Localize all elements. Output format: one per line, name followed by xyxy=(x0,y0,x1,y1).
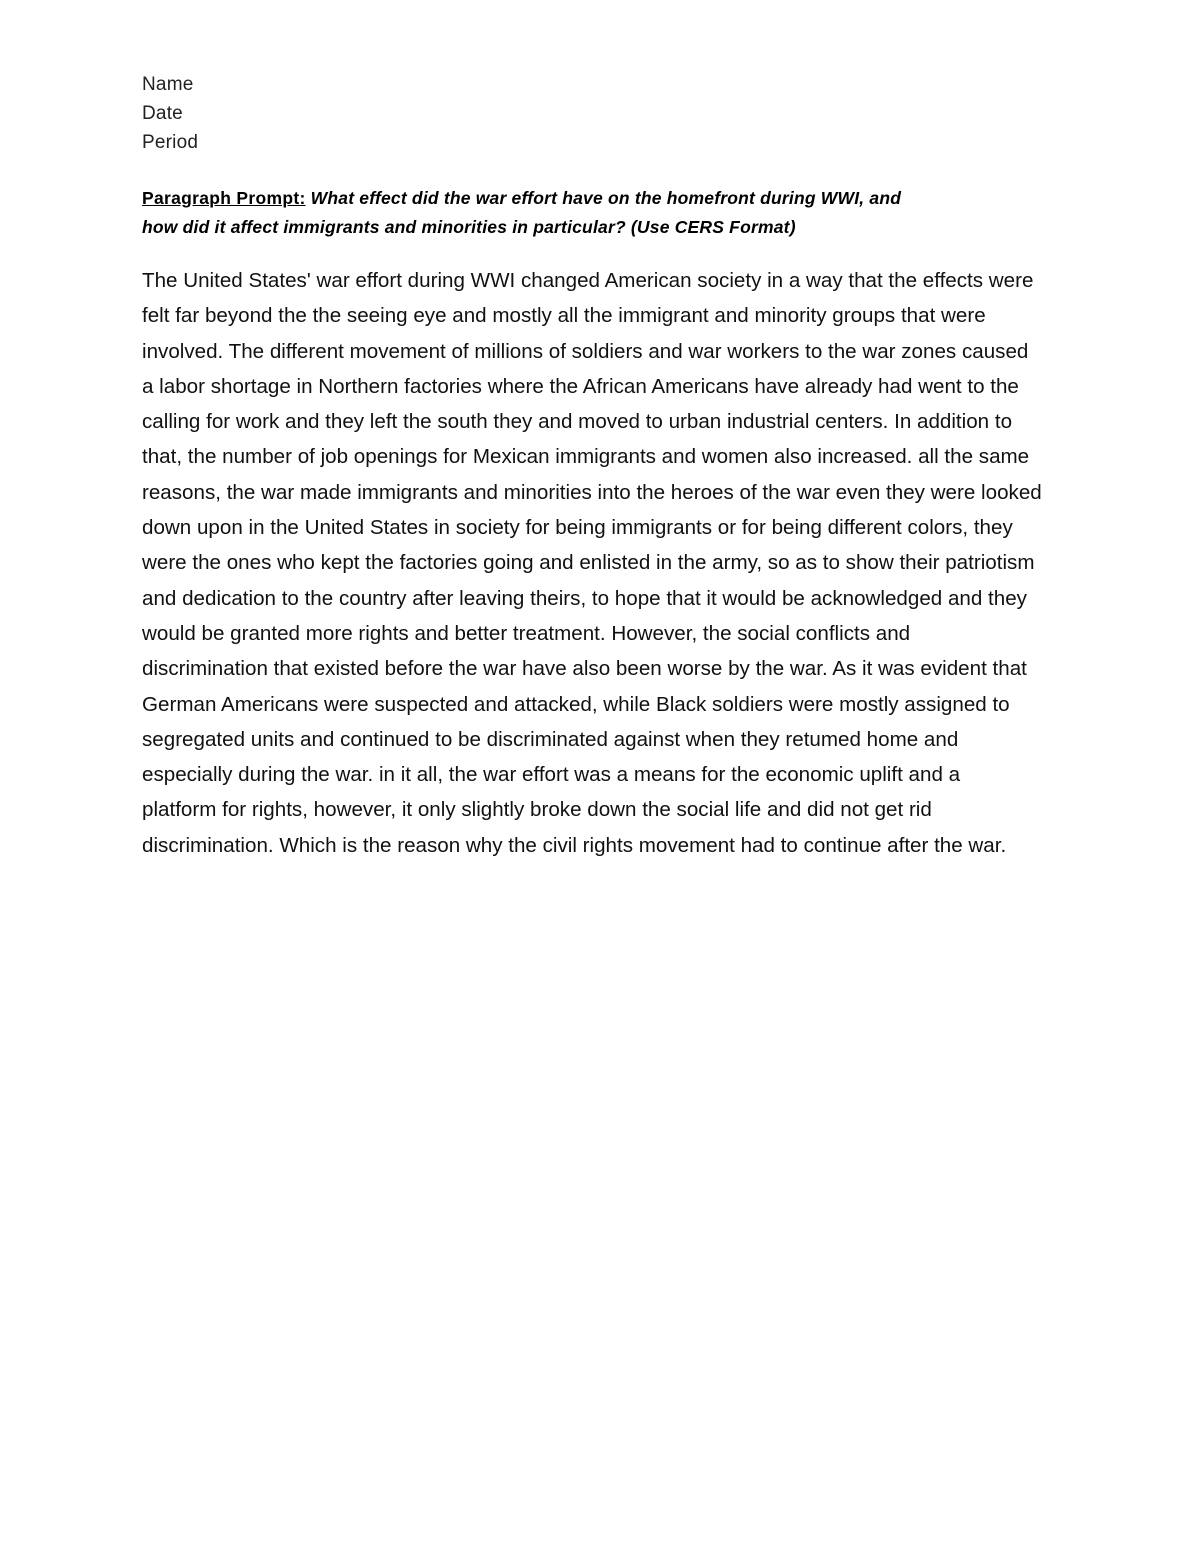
name-label: Name xyxy=(142,74,194,95)
prompt-text-line-2: how did it affect immigrants and minorities in particular? (Use CERS Format) xyxy=(142,216,796,237)
essay-line: that, the number of job openings for Mexican immigrants and women also increased. all the same xyxy=(142,445,1030,469)
essay-line: and dedication to the country after leaving theirs, to hope that it would be acknowledged and they xyxy=(142,586,1027,610)
student-info-header xyxy=(142,70,742,157)
date-label: Date xyxy=(142,103,183,124)
essay-line: discrimination that existed before the war have also been worse by the war. As it was evident that xyxy=(142,657,1027,681)
essay-line: a labor shortage in Northern factories where the African Americans have already had went to the xyxy=(142,374,1019,398)
essay-line: platform for rights, however, it only slightly broke down the social life and did not get rid xyxy=(142,798,932,822)
essay-line: felt far beyond the the seeing eye and mostly all the immigrant and minority groups that were xyxy=(142,304,986,328)
essay-line: segregated units and continued to be discriminated against when they retumed home and xyxy=(142,727,959,751)
prompt-text-line-1: What effect did the war effort have on the homefront during WWI, and xyxy=(305,188,902,208)
paragraph-prompt xyxy=(142,184,1072,241)
essay-line: German Americans were suspected and attacked, while Black soldiers were mostly assigned to xyxy=(142,692,1010,716)
essay-line: reasons, the war made immigrants and minorities into the heroes of the war even they were looked xyxy=(142,480,1042,504)
essay-line: especially during the war. in it all, the war effort was a means for the economic uplift and a xyxy=(142,763,961,787)
essay-line: calling for work and they left the south they and moved to urban industrial centers. In addition to xyxy=(142,410,1013,434)
prompt-label: Paragraph Prompt: xyxy=(142,188,306,208)
essay-line: discrimination. Which is the reason why the civil rights movement had to continue after the war. xyxy=(142,833,1007,857)
essay-paragraph xyxy=(142,263,1172,863)
essay-line: The United States' war effort during WWI changed American society in a way that the effects were xyxy=(142,269,1034,292)
period-label: Period xyxy=(142,132,199,153)
essay-line: would be granted more rights and better treatment. However, the social conflicts and xyxy=(142,621,911,645)
essay-line: down upon in the United States in society for being immigrants or for being different colors, they xyxy=(142,516,1013,540)
essay-line: involved. The different movement of millions of soldiers and war workers to the war zones caused xyxy=(142,339,1029,363)
essay-line: were the ones who kept the factories going and enlisted in the army, so as to show their patriotism xyxy=(142,551,1035,575)
